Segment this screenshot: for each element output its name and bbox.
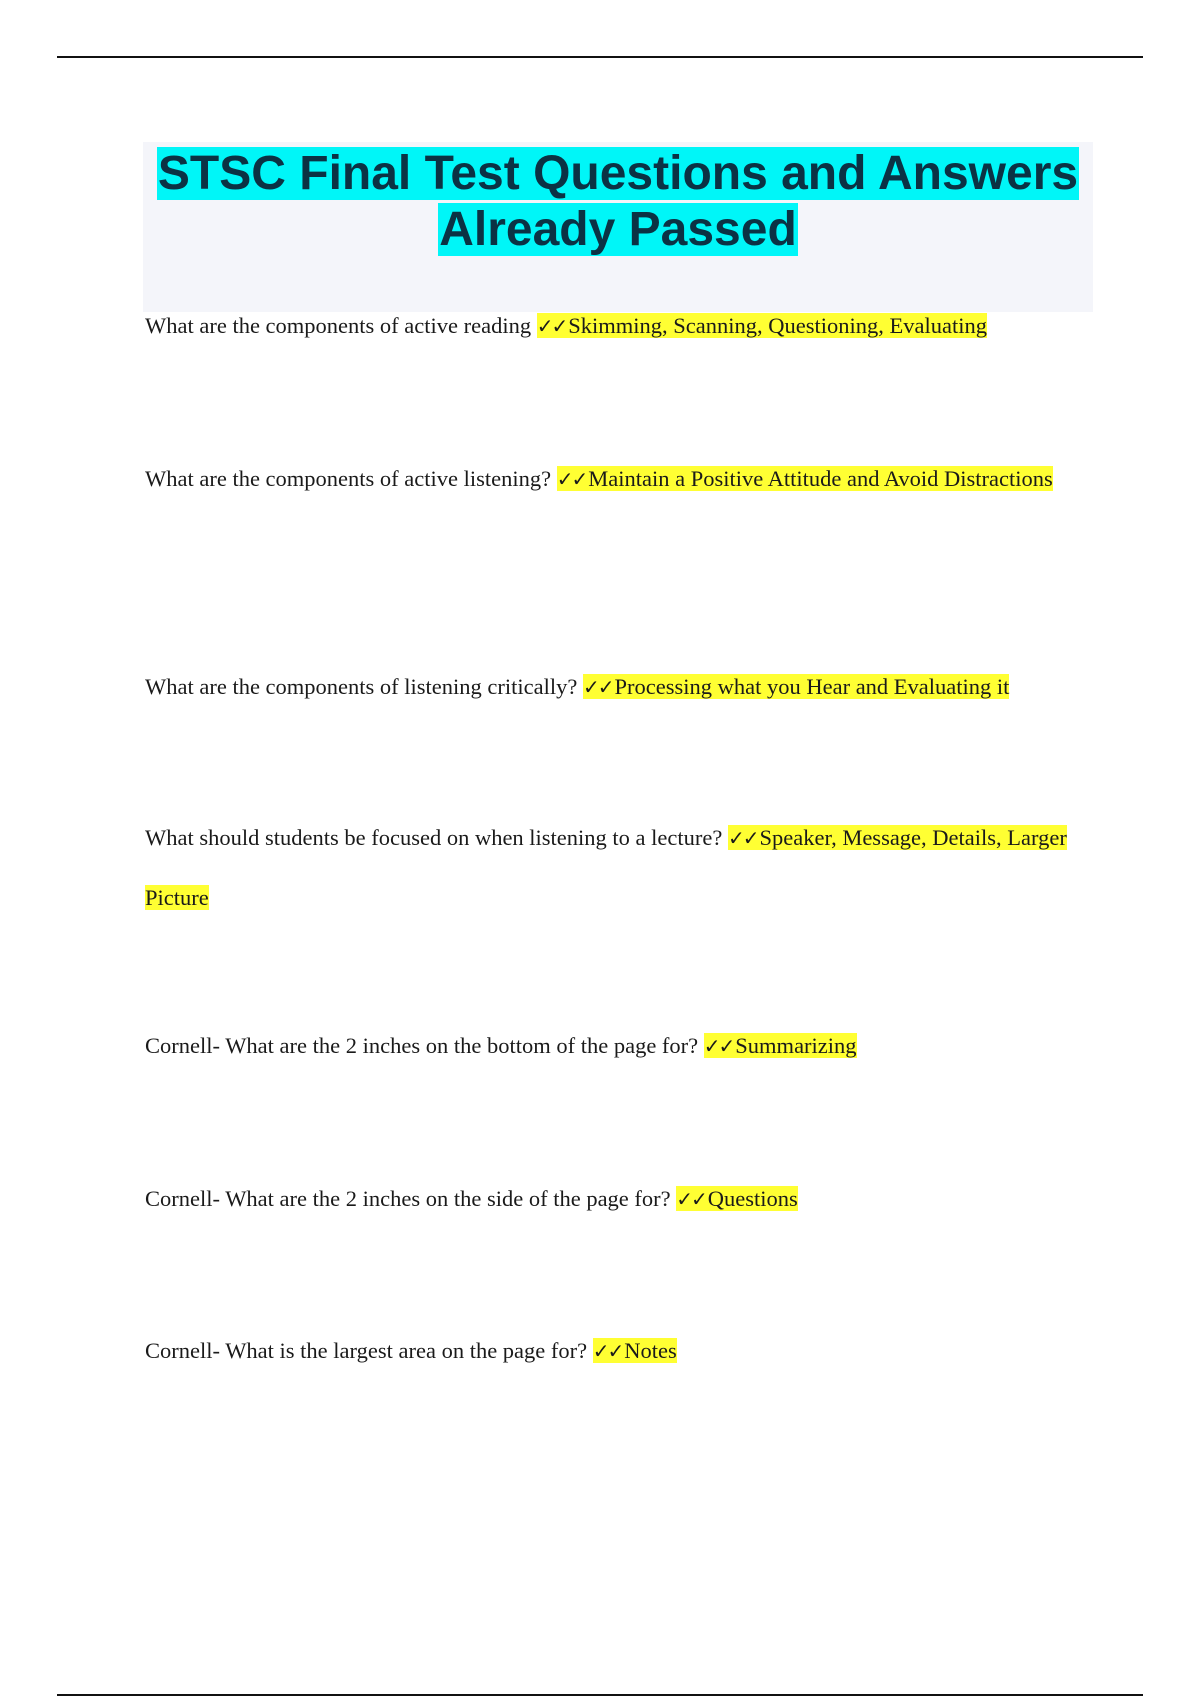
qa-item [145, 1016, 1090, 1076]
double-check-icon: ✓✓ [727, 826, 758, 850]
question-text: Cornell- What is the largest area on the page for? [145, 1338, 593, 1363]
footer-rule [57, 1694, 1143, 1696]
answer-highlight [704, 1033, 857, 1058]
question-text: Cornell- What are the 2 inches on the bottom of the page for? [145, 1033, 704, 1058]
answer-text: Maintain a Positive Attitude and Avoid Distractions [588, 466, 1053, 491]
double-check-icon: ✓✓ [592, 1339, 623, 1363]
answer-highlight [593, 1338, 677, 1363]
answer-text: Notes [624, 1338, 677, 1363]
qa-item [145, 1321, 1090, 1381]
qa-item [145, 1169, 1090, 1229]
document-title [143, 142, 1093, 258]
qa-item [145, 657, 1090, 717]
answer-highlight [537, 313, 987, 338]
answer-text: Speaker, Message, Details, Larger Picture [145, 825, 1067, 910]
header-rule [57, 56, 1143, 58]
answer-highlight [583, 674, 1009, 699]
answer-text: Summarizing [735, 1033, 857, 1058]
double-check-icon: ✓✓ [582, 675, 613, 699]
answer-highlight [676, 1186, 798, 1211]
double-check-icon: ✓✓ [556, 467, 587, 491]
double-check-icon: ✓✓ [536, 314, 567, 338]
double-check-icon: ✓✓ [676, 1187, 706, 1211]
title-highlight: STSC Final Test Questions and Answers Already Passed [157, 147, 1079, 256]
question-text: What are the components of active listening? [145, 466, 557, 491]
answer-text: Questions [707, 1186, 798, 1211]
title-block [143, 142, 1093, 312]
qa-item [145, 296, 1090, 356]
question-text: What are the components of listening critically? [145, 674, 583, 699]
answer-highlight [557, 466, 1053, 491]
answer-text: Processing what you Hear and Evaluating it [614, 674, 1010, 699]
qa-item [145, 449, 1090, 509]
answer-text: Skimming, Scanning, Questioning, Evaluating [568, 313, 987, 338]
double-check-icon: ✓✓ [703, 1034, 734, 1058]
question-text: Cornell- What are the 2 inches on the side of the page for? [145, 1186, 677, 1211]
question-text: What are the components of active reading [145, 313, 537, 338]
question-text: What should students be focused on when listening to a lecture? [145, 825, 728, 850]
qa-item [145, 808, 1090, 928]
